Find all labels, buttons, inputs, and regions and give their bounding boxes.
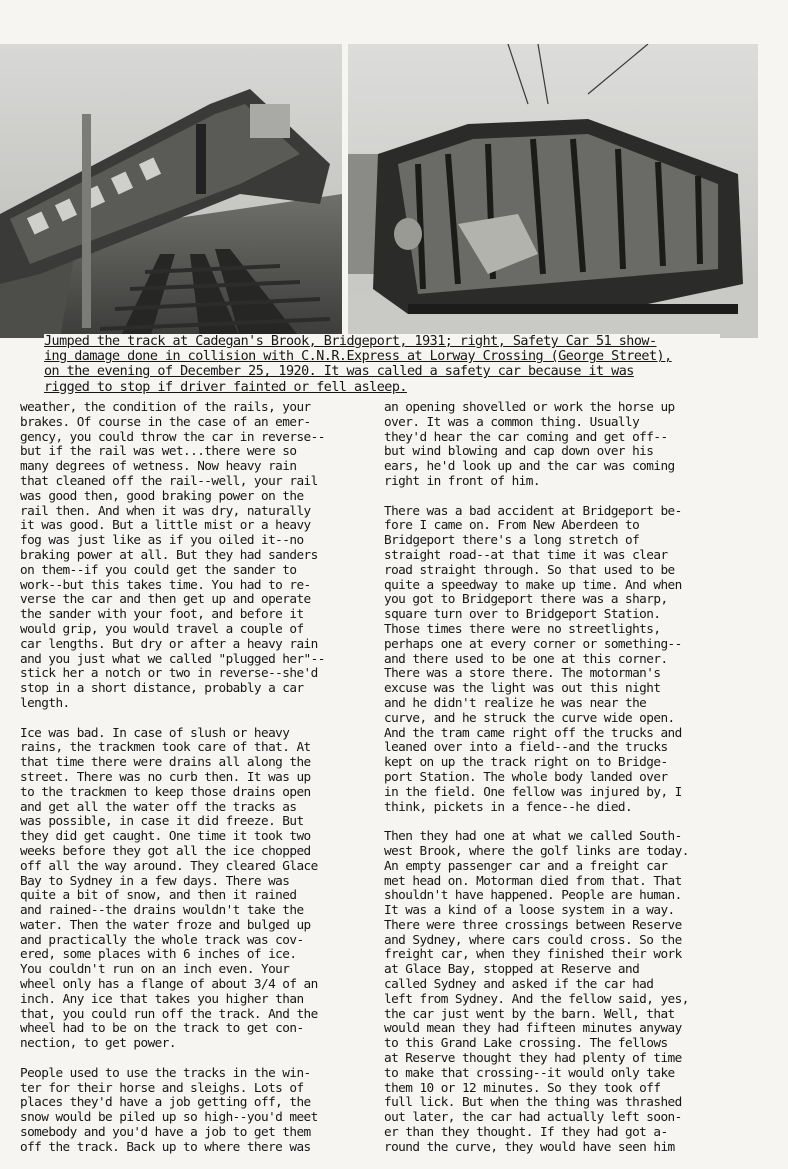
text-column-right	[384, 400, 726, 1169]
paragraph: an opening shovelled or work the horse up over. It was a common thing. Usually they'd hear the car coming and get off-- but wind blowing and cap down over his ears, he'd look up and the car was coming right in front of him.	[384, 399, 675, 488]
paragraph: Then they had one at what we called South- west Brook, where the golf links are today. An empty passenger car and a freight car met head on. Motorman died from that. That shouldn't have happened. People are human. It was a kind of a loose system in a way. There were three crossings between Reserve and Sydney, where cars could cross. So the freight car, when they finished their work at Glace Bay, stopped at Reserve and called Sydney and asked if the car had left from Sydney. And the fellow said, yes, the car just went by the barn. Well, that would mean they had fifteen minutes anyway to this Grand Lake crossing. The fellows at Reserve thought they had plenty of time to make that crossing--it would only take them 10 or 12 minutes. So they took off full lick. But when the thing was thrashed out later, the car had actually left soon- er than they thought. If they had got a- round the curve, they would have seen him	[384, 828, 689, 1154]
paragraph: There was a bad accident at Bridgeport be- fore I came on. From New Aberdeen to Bridgeport there's a long stretch of straight road--at that time it was clear road straight through. So that used to be quite a speedway to make up time. And when you got to Bridgeport there was a sharp, square turn over to Bridgeport Station. Those times there were no streetlights, perhaps one at every corner or something-- and there used to be one at this corner. There was a store there. The motorman's excuse was the light was out this night and he didn't realize he was near the curve, and he struck the curve wide open. And the tram came right off the trucks and leaned over into a field--and the trucks kept on up the track right on to Bridge- port Station. The whole body landed over in the field. One fellow was injured by, I think, pickets in a fence--he died.	[384, 502, 682, 814]
photo-safety-car-51	[348, 44, 758, 338]
photo-derailed-streetcar	[0, 44, 342, 338]
derailed-streetcar-image	[0, 44, 342, 338]
paragraph: Ice was bad. In case of slush or heavy rains, the trackmen took care of that. At that time there were drains all along the street. There was no curb then. It was up to the trackmen to keep those drains open and get all the water off the tracks as was possible, in case it did freeze. But they did get caught. One time it took two weeks before they got all the ice chopped off all the way around. They cleared Glace Bay to Sydney in a few days. There was quite a bit of snow, and then it rained and rained--the drains wouldn't take the water. Then the water froze and bulged up and practically the whole track was cov- ered, some places with 6 inches of ice. You couldn't run on an inch even. Your wheel only has a flange of about 3/4 of an inch. Any ice that takes you higher than that, you could run off the track. And the wheel had to be on the track to get con- nection, to get power.	[20, 724, 318, 1051]
photo-caption: Jumped the track at Cadegan's Brook, Bridgeport, 1931; right, Safety Car 51 show- ing damage done in collision with C.N.R.Express at Lorway Crossing (George Street), on the evening of December 25, 1920. It was called a safety car because it was rigged to stop if driver fainted or fell asleep.	[44, 334, 720, 395]
paragraph: weather, the condition of the rails, your brakes. Of course in the case of an emer- gency, you could throw the car in reverse-- but if the rail was wet...there were so many degrees of wetness. Now heavy rain that cleaned off the rail--well, your rail was good then, good braking power on the rail then. And when it was dry, naturally it was good. But a little mist or a heavy fog was just like as if you oiled it--no braking power at all. But they had sanders on them--if you could get the sander to work--but this takes time. You had to re- verse the car and then get up and operate the sander with your foot, and before it would grip, you would travel a couple of car lengths. But dry or after a heavy rain and you just what we called "plugged her"-- stick her a notch or two in reverse--she'd stop in a short distance, probably a car length.	[20, 399, 325, 710]
wrecked-safety-car-image	[348, 44, 758, 338]
text-column-left	[20, 400, 362, 1169]
paragraph: People used to use the tracks in the win- ter for their horse and sleighs. Lots of places they'd have a job getting off, the snow would be piled up so high--you'd meet somebody and you'd have a job to get them off the track. Back up to where there was	[20, 1064, 318, 1154]
